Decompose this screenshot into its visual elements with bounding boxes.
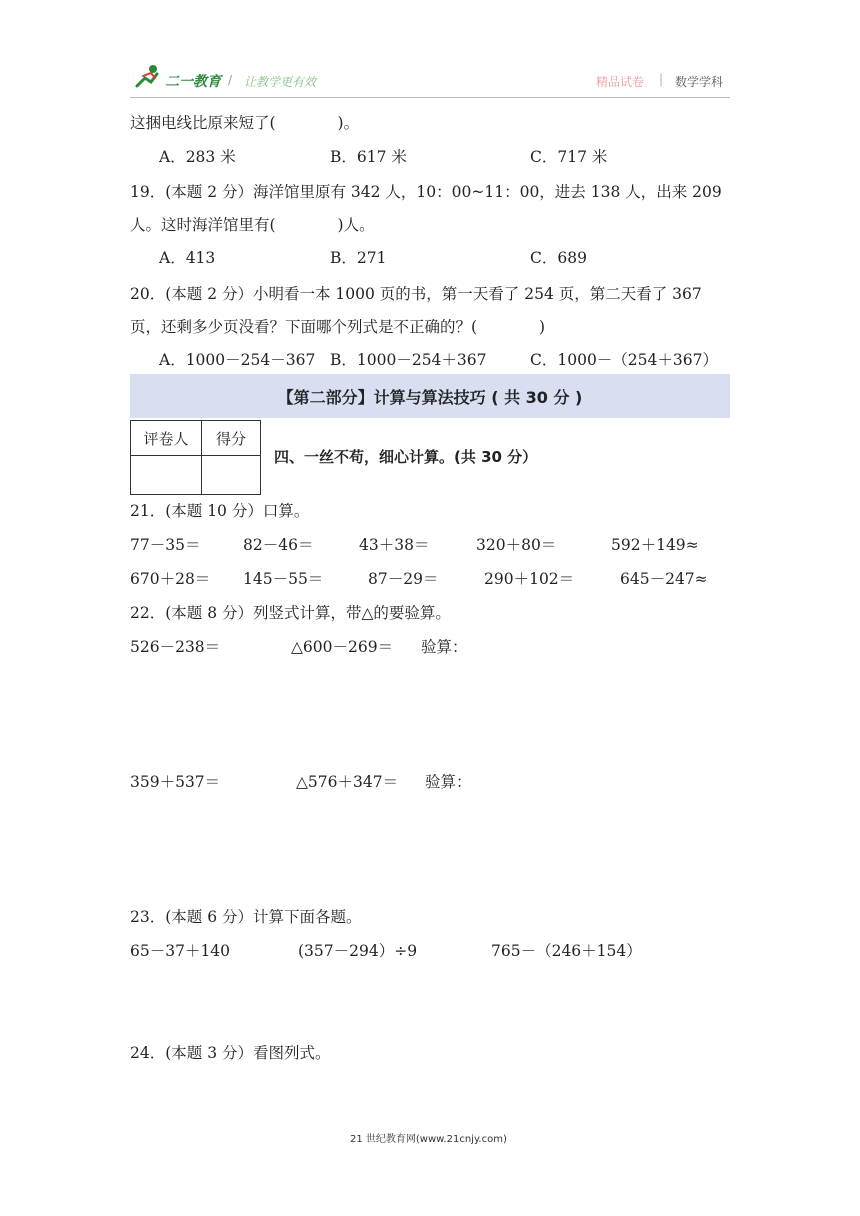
q21-title: 21．(本题 10 分）口算。 (130, 502, 310, 520)
score-table (130, 420, 261, 495)
q24-title: 24．(本题 3 分）看图列式。 (130, 1044, 331, 1062)
q20-option-b: B．1000－254＋367 (330, 351, 487, 369)
runner-icon (133, 64, 163, 90)
q21-r1-c4: 320＋80＝ (476, 536, 557, 554)
section-heading: 四、一丝不苟，细心计算。(共 30 分） (274, 448, 538, 466)
section-title-bar: 【第二部分】计算与算法技巧 ( 共 30 分 ) (130, 374, 730, 418)
q19-line2: 人。这时海洋馆里有( )人。 (130, 216, 375, 234)
q21-r2-c4: 290＋102＝ (484, 570, 575, 588)
q21-r2-c1: 670＋28＝ (130, 570, 211, 588)
q23-item-2: (357－294）÷9 (298, 942, 418, 960)
q19-line1: 19．(本题 2 分）海洋馆里原有 342 人，10：00~11：00，进去 138 人，出来 209 (130, 183, 722, 201)
header-logo-text: 二一教育 (165, 74, 221, 90)
q18-text: 这捆电线比原来短了( )。 (130, 114, 360, 132)
q20-line2: 页，还剩多少页没看？下面哪个列式是不正确的？( ) (130, 318, 546, 336)
q18-option-a: A．283 米 (159, 148, 236, 166)
grader-cell[interactable] (131, 456, 202, 495)
q21-r2-c5: 645－247≈ (620, 570, 708, 588)
q18-option-b: B．617 米 (330, 148, 407, 166)
q21-r1-c1: 77－35＝ (130, 536, 201, 554)
header-logo-mark (133, 64, 163, 94)
q20-option-a: A．1000－254－367 (159, 351, 316, 369)
header-subject-label: 数学学科 (675, 75, 724, 89)
q23-item-1: 65－37＋140 (130, 942, 231, 960)
header-divider: | (659, 72, 664, 86)
q22-r2-c2: △576＋347＝ (296, 773, 399, 791)
q19-option-a: A．413 (159, 249, 216, 267)
q22-r2-c3: 验算： (425, 773, 472, 791)
header-rule (130, 97, 730, 98)
header-premium-label: 精品试卷 (596, 75, 645, 89)
q22-r1-c2: △600－269＝ (291, 638, 394, 656)
q21-r1-c5: 592＋149≈ (611, 536, 699, 554)
score-header: 得分 (202, 421, 261, 456)
q22-title: 22．(本题 8 分）列竖式计算，带△的要验算。 (130, 604, 451, 622)
grader-header: 评卷人 (131, 421, 202, 456)
q22-r1-c1: 526－238＝ (130, 638, 221, 656)
q18-option-c: C．717 米 (530, 148, 608, 166)
q21-r2-c3: 87－29＝ (368, 570, 439, 588)
header-slash: / (228, 73, 233, 87)
q20-option-c: C．1000－（254＋367） (530, 351, 718, 369)
q20-line1: 20．(本题 2 分）小明看一本 1000 页的书，第一天看了 254 页，第二天看了 367 (130, 285, 702, 303)
q23-item-3: 765－（246＋154） (491, 942, 642, 960)
q21-r1-c3: 43＋38＝ (359, 536, 430, 554)
q22-r1-c3: 验算： (421, 638, 468, 656)
page-footer: 21 世纪教育网(www.21cnjy.com) (350, 1134, 507, 1145)
q19-option-b: B．271 (330, 249, 387, 267)
q21-r2-c2: 145－55＝ (243, 570, 324, 588)
q21-r1-c2: 82－46＝ (243, 536, 314, 554)
header-slogan: 让教学更有效 (244, 75, 317, 89)
q19-option-c: C．689 (530, 249, 587, 267)
q23-title: 23．(本题 6 分）计算下面各题。 (130, 908, 362, 926)
score-cell[interactable] (202, 456, 261, 495)
q22-r2-c1: 359＋537＝ (130, 773, 221, 791)
